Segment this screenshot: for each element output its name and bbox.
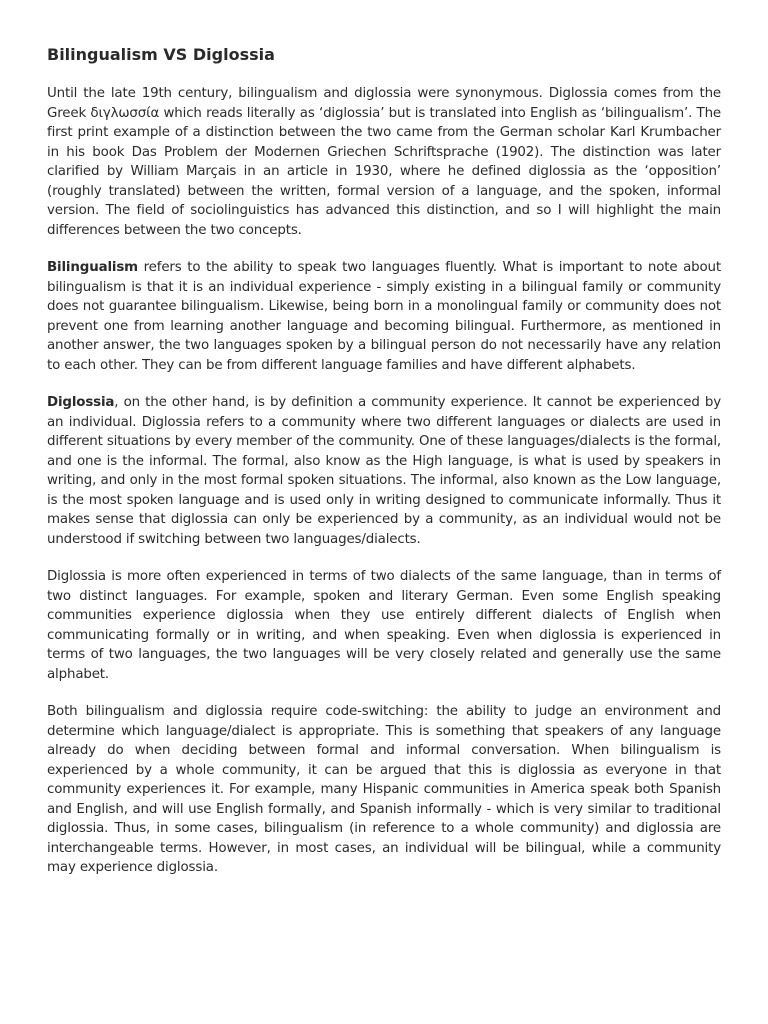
paragraph-diglossia: [47, 393, 721, 549]
paragraph-intro: [47, 84, 721, 240]
document-page: [47, 44, 721, 896]
paragraph-code-switching: [47, 702, 721, 878]
paragraph-text: Until the late 19th century, bilingualism and diglossia were synonymous. Diglossia comes from the Greek διγλωσσία which reads literally as ‘diglossia’ but is translated into English as ‘bilingualism’. The first print example of a distinction between the two came from the German scholar Karl Krumbacher in his book Das Problem der Modernen Griechen Schriftsprache (1902). The distinction was later clarified by William Marçais in an article in 1930, where he defined diglossia as the ‘opposition’ (roughly translated) between the written, formal version of a language, and the spoken, informal version. The field of sociolinguistics has advanced this distinction, and so I will highlight the main differences between the two concepts.: [47, 86, 721, 238]
paragraph-bilingualism: [47, 258, 721, 375]
paragraph-text: , on the other hand, is by definition a community experience. It cannot be experienced by an individual. Diglossia refers to a community where two different languages or dialects are used in different situations by every member of the community. One of these languages/dialects is the formal, and one is the informal. The formal, also know as the High language, is what is used by speakers in writing, and only in the most formal spoken situations. The informal, also known as the Low language, is the most spoken language and is used only in writing designed to communicate informally. Thus it makes sense that diglossia can only be experienced by a community, as an individual would not be understood if switching between two languages/dialects.: [47, 395, 721, 547]
paragraph-lead-term: Diglossia: [47, 395, 115, 410]
paragraph-text: refers to the ability to speak two languages fluently. What is important to note about bilingualism is that it is an individual experience - simply existing in a bilingual family or community does not guarantee bilingualism. Likewise, being born in a monolingual family or community does not prevent one from learning another language and becoming bilingual. Furthermore, as mentioned in another answer, the two languages spoken by a bilingual person do not necessarily have any relation to each other. They can be from different language families and have different alphabets.: [47, 260, 721, 373]
paragraph-lead-term: Bilingualism: [47, 260, 138, 275]
document-title: Bilingualism VS Diglossia: [47, 45, 275, 64]
paragraph-text: Diglossia is more often experienced in terms of two dialects of the same language, than in terms of two distinct languages. For example, spoken and literary German. Even some English speaking communities experience diglossia when they use entirely different dialects of English when communicating formally or in writing, and when speaking. Even when diglossia is experienced in terms of two languages, the two languages will be very closely related and generally use the same alphabet.: [47, 569, 721, 682]
paragraph-text: Both bilingualism and diglossia require code-switching: the ability to judge an environment and determine which language/dialect is appropriate. This is something that speakers of any language already do when deciding between formal and informal conversation. When bilingualism is experienced by a whole community, it can be argued that this is diglossia as everyone in that community experiences it. For example, many Hispanic communities in America speak both Spanish and English, and will use English formally, and Spanish informally - which is very similar to traditional diglossia. Thus, in some cases, bilingualism (in reference to a whole community) and diglossia are interchangeable terms. However, in most cases, an individual will be bilingual, while a community may experience diglossia.: [47, 704, 721, 875]
paragraph-dialects: [47, 567, 721, 684]
